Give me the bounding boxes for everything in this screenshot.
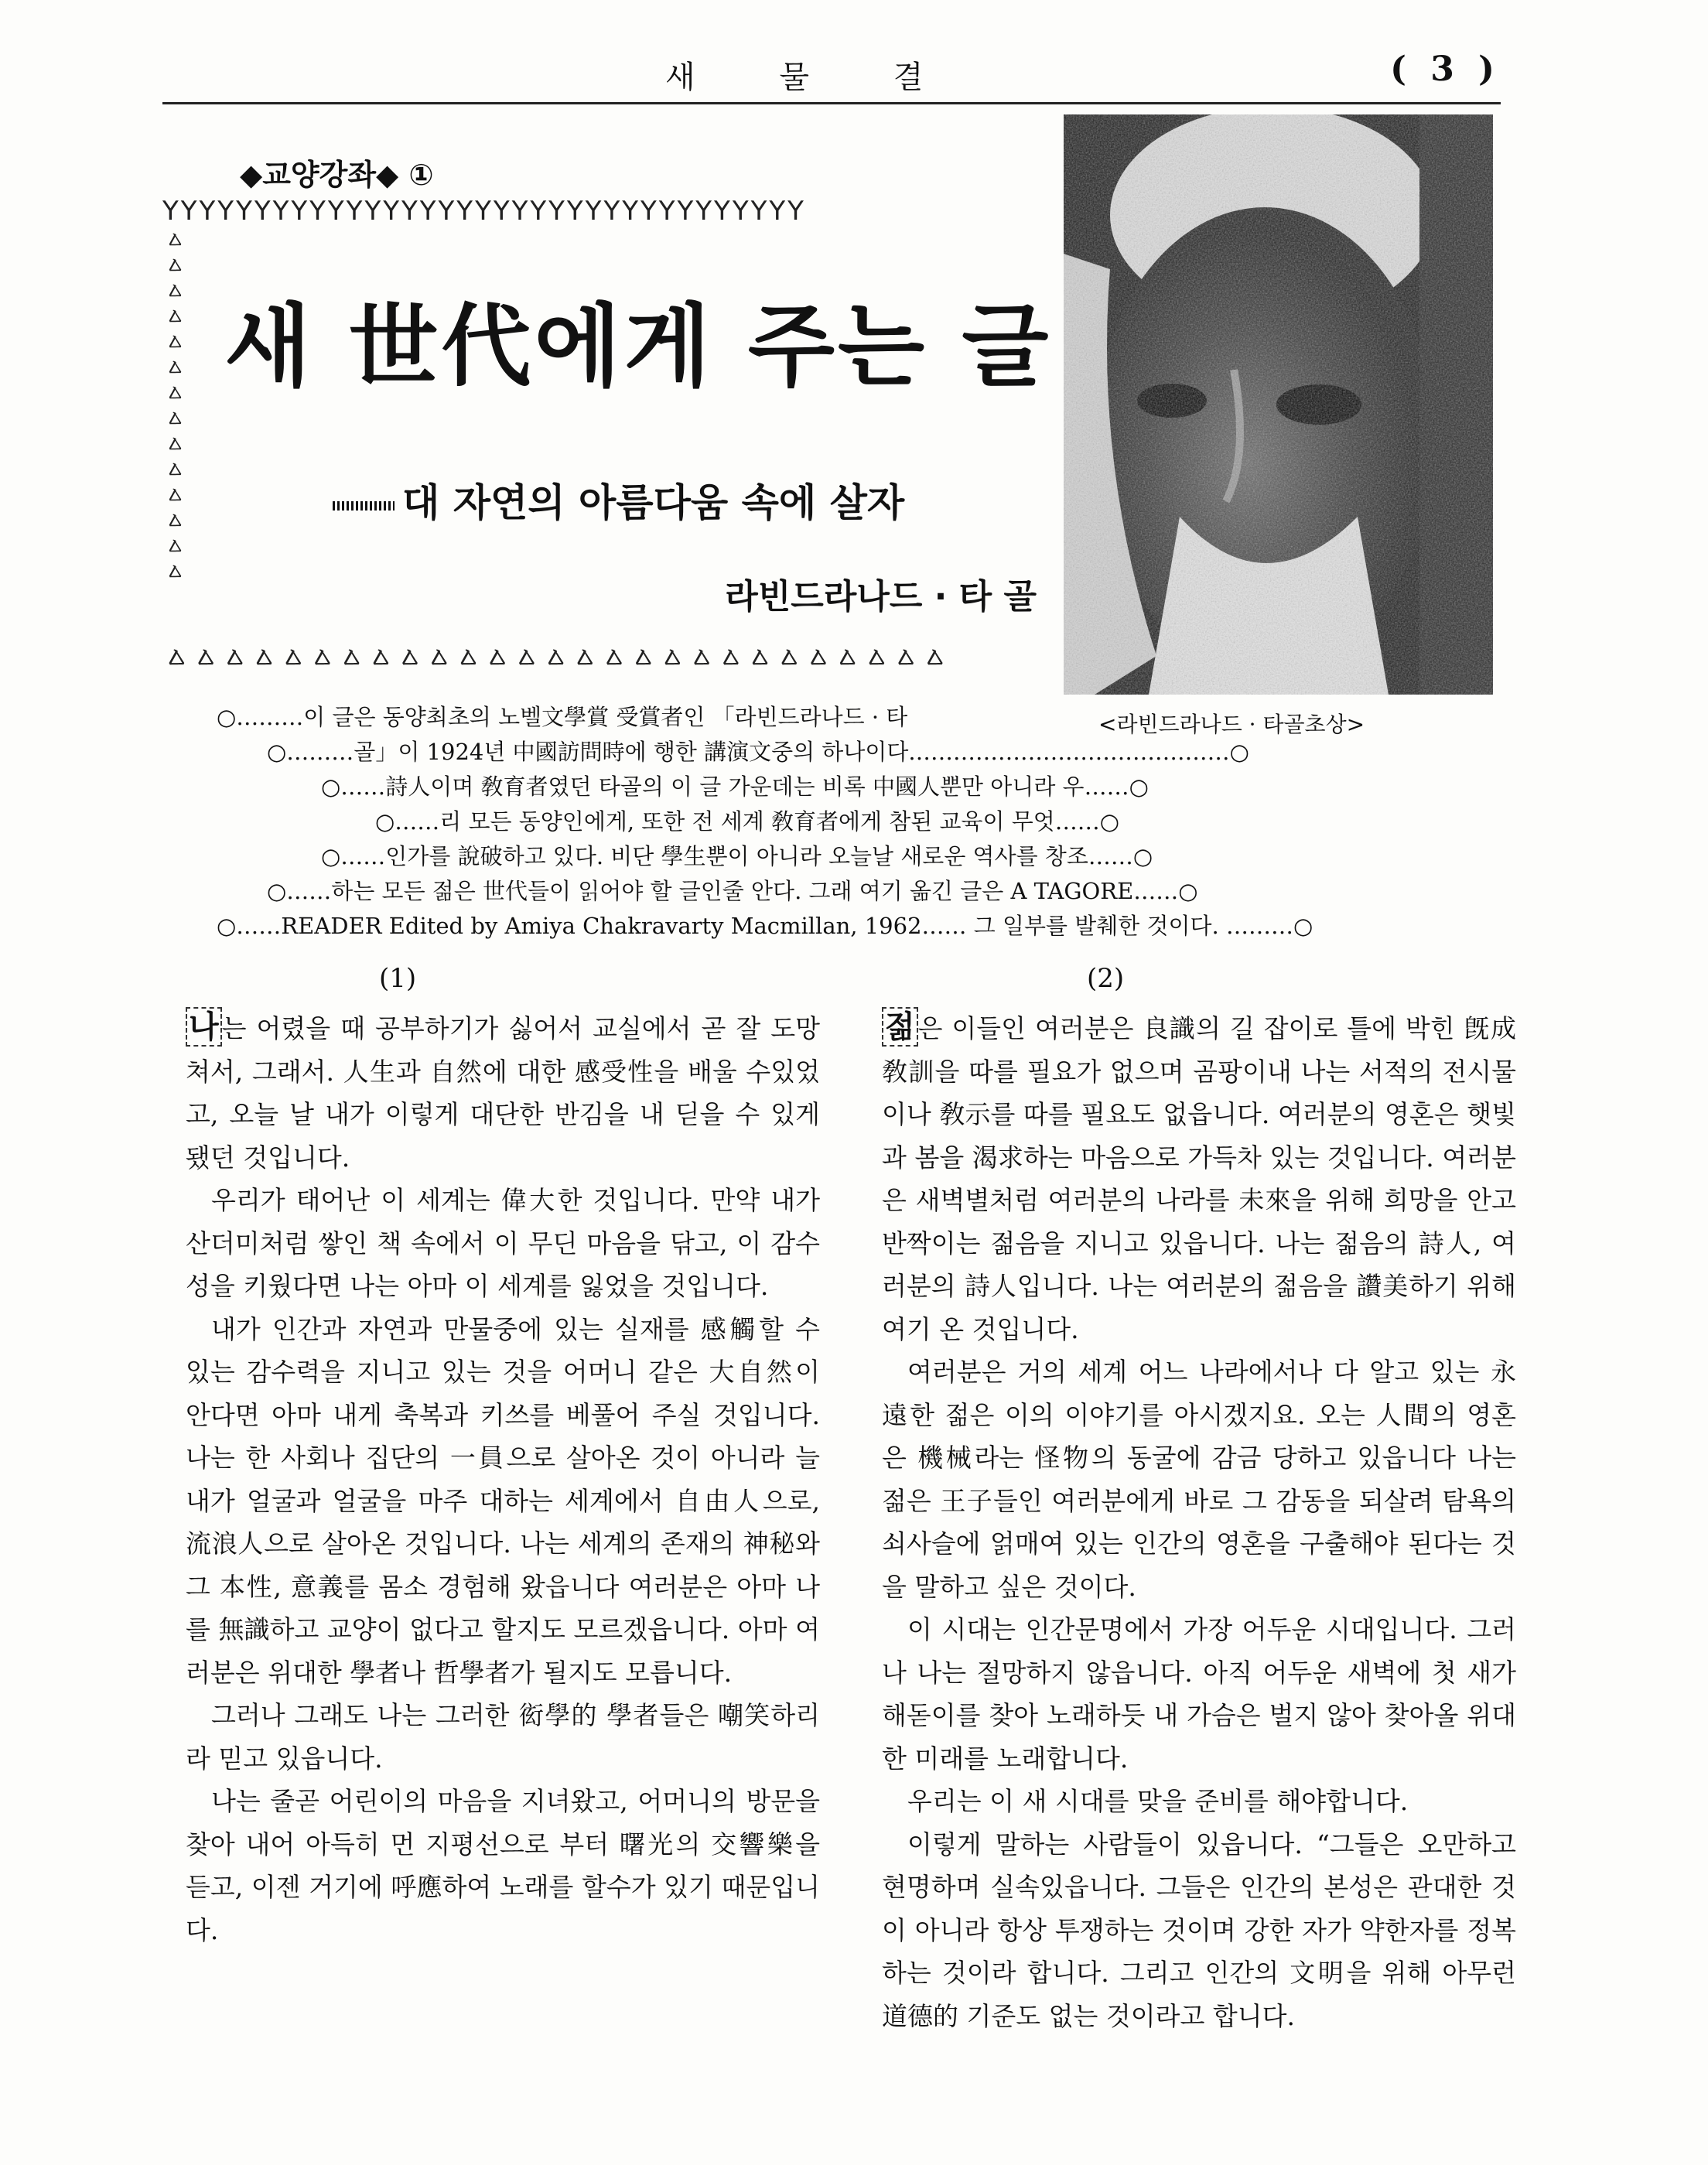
paragraph (882, 1006, 1516, 1351)
intro-line: ○……하는 모든 젊은 世代들이 읽어야 할 글인줄 안다. 그래 여기 옮긴 글은 A TAGORE……○ (267, 878, 1198, 904)
paragraph-text: 은 이들인 여러분은 良識의 길 잡이로 틀에 박힌 旣成敎訓을 따를 필요가 없으며 곰팡이내 나는 서적의 전시물이나 敎示를 따를 필요도 없읍니다. 여러분의 영혼은 햇빛과 봄을 渴求하는 마음으로 가득차 있는 것입니다. 여러분은 새벽별처럼 여러분의 나라를 未來을 위해 희망을 안고 반짝이는 젊음을 지니고 있읍니다. 나는 젊음의 詩人, 여러분의 詩人입니다. 나는 여러분의 젊음을 讚美하기 위해 여기 온 것입니다. (882, 1013, 1516, 1344)
article-title: 새 世代에게 주는 글 (224, 295, 1052, 399)
intro-line: ○……READER Edited by Amiya Chakravarty Macmillan, 1962…… 그 일부를 발췌한 것이다. ………○ (217, 913, 1313, 939)
paragraph (186, 1006, 820, 1179)
intro-line: ○………골」이 1924년 中國訪問時에 행한 講演文중의 하나이다.……………………………………○ (267, 739, 1249, 765)
author-name: 라빈드라나드 · 타 골 (725, 577, 1037, 616)
page-number: ( 3 ) (1390, 50, 1501, 89)
portrait-image (1064, 114, 1493, 695)
column-2 (882, 1006, 1516, 2088)
sprout-border-top: YYYYYYYYYYYYYYYYYYYYYYYYYYYYYYYYYYY (162, 196, 806, 227)
paragraph: 나는 줄곧 어린이의 마음을 지녀왔고, 어머니의 방문을 찾아 내어 아득히 먼 지평선으로 부터 曙光의 交響樂을 듣고, 이젠 거기에 呼應하여 노래를 할수가 있기 때문입니다. (186, 1786, 820, 1945)
sprout-border-bottom: ㅿㅿㅿㅿㅿㅿㅿㅿㅿㅿㅿㅿㅿㅿㅿㅿㅿㅿㅿㅿㅿㅿㅿㅿㅿㅿㅿ (162, 641, 951, 675)
paragraph: 이렇게 말하는 사람들이 있읍니다. “그들은 오만하고 현명하며 실속있읍니다. 그들은 인간의 본성은 관대한 것이 아니라 항상 투쟁하는 것이며 강한 자가 약한자를 정복하는 것이라 합니다. 그리고 인간의 文明을 위해 아무런 道德的 기준도 없는 것이라고 합니다. (882, 1829, 1516, 2031)
column-1 (186, 1006, 820, 2088)
paragraph: 우리가 태어난 이 세계는 偉大한 것입니다. 만약 내가 산더미처럼 쌓인 책 속에서 이 무딘 마음을 닦고, 이 감수성을 키웠다면 나는 아마 이 세계를 잃었을 것입니다. (186, 1185, 820, 1301)
drop-cap: 나 (186, 1007, 222, 1047)
intro-line: ○……詩人이며 敎育者였던 타골의 이 글 가운데는 비록 中國人뿐만 아니라 우……○ (321, 773, 1149, 800)
portrait-caption: <라빈드라나드 · 타골초상> (1098, 712, 1365, 737)
sprout-border-left: ㅿㅿㅿㅿㅿㅿㅿㅿㅿㅿㅿㅿㅿㅿ (164, 228, 186, 586)
page-header (162, 46, 1501, 108)
article-subtitle (333, 472, 904, 528)
editor-intro (217, 700, 1501, 948)
paragraph: 내가 인간과 자연과 만물중에 있는 실재를 感觸할 수 있는 감수력을 지니고 있는 것을 어머니 같은 大自然이 안다면 아마 내게 축복과 키쓰를 베풀어 주실 것입니다. 나는 한 사회나 집단의 一員으로 살아온 것이 아니라 늘 내가 얼굴과 얼굴을 마주 대하는 세계에서 自由人으로, 流浪人으로 살아온 것입니다. 나는 세계의 존재의 神秘와 그 本性, 意義를 몸소 경험해 왔읍니다 여러분은 아마 나를 無識하고 교양이 없다고 할지도 모르겠읍니다. 아마 여러분은 위대한 學者나 哲學者가 될지도 모릅니다. (186, 1313, 820, 1688)
subtitle-text: 대 자연의 아름다움 속에 살자 (402, 480, 905, 525)
intro-line: ○………이 글은 동양최초의 노벨文學賞 受賞者인 「라빈드라나드 · 타 (217, 704, 908, 730)
series-label: ◆교양강좌◆ ① (240, 158, 434, 192)
paragraph: 그러나 그래도 나는 그러한 衒學的 學者들은 嘲笑하리라 믿고 있읍니다. (186, 1700, 820, 1774)
column-1-heading: (1) (379, 963, 417, 994)
intro-line: ○……인가를 說破하고 있다. 비단 學生뿐이 아니라 오늘날 새로운 역사를 창조……○ (321, 843, 1153, 869)
intro-line: ○……리 모든 동양인에게, 또한 전 세계 敎育者에게 참된 교육이 무엇……○ (375, 808, 1120, 835)
paragraph: 우리는 이 새 시대를 맞을 준비를 해야합니다. (907, 1786, 1409, 1816)
title-box (162, 151, 1052, 675)
subtitle-dash-bar (333, 501, 395, 511)
column-2-heading: (2) (1087, 963, 1125, 994)
drop-cap: 젊 (882, 1007, 918, 1047)
header-rule (162, 102, 1501, 104)
masthead: 새 물 결 (665, 60, 961, 95)
tagore-portrait (1064, 114, 1493, 695)
paragraph: 여러분은 거의 세계 어느 나라에서나 다 알고 있는 永遠한 젊은 이의 이야기를 아시겠지요. 오는 人間의 영혼은 機械라는 怪物의 동굴에 감금 당하고 있읍니다 나는 젊은 王子들인 여러분에게 바로 그 감동을 되살려 탐욕의 쇠사슬에 얽매여 있는 인간의 영혼을 구출해야 된다는 것을 말하고 싶은 것이다. (882, 1357, 1516, 1602)
paragraph: 이 시대는 인간문명에서 가장 어두운 시대입니다. 그러나 나는 절망하지 않읍니다. 아직 어두운 새벽에 첫 새가 해돋이를 찾아 노래하듯 내 가슴은 벌지 않아 찾아올 위대한 미래를 노래합니다. (882, 1614, 1516, 1774)
paragraph-text: 는 어렸을 때 공부하기가 싫어서 교실에서 곧 잘 도망쳐서, 그래서. 人生과 自然에 대한 感受性을 배울 수있었고, 오늘 날 내가 이렇게 대단한 반김을 내 딛을 수 있게 됐던 것입니다. (186, 1013, 820, 1173)
